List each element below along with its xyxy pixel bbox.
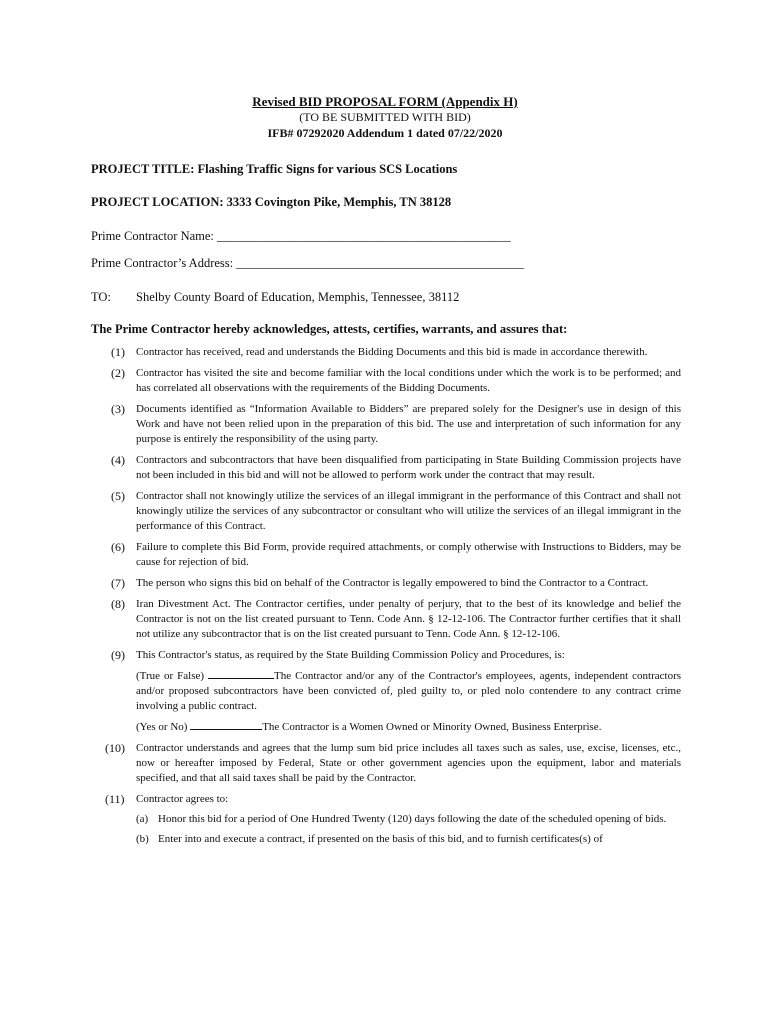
project-location: PROJECT LOCATION: 3333 Covington Pike, Memphis, TN 38128 — [91, 195, 452, 209]
list-item — [91, 345, 681, 360]
sub-item-text: Enter into and execute a contract, if presented on the basis of this bid, and to furnish certificates(s) of — [158, 833, 603, 845]
item-number: (4) — [111, 453, 125, 467]
item-text: Contractor has visited the site and become familiar with the local conditions under which the work is to be performed; and has correlated all observations with the requirements of the Bidding Documents. — [136, 367, 681, 394]
form-header — [0, 94, 770, 141]
project-title: PROJECT TITLE: Flashing Traffic Signs for various SCS Locations — [91, 162, 458, 176]
list-item — [91, 792, 681, 847]
item-text: Contractor understands and agrees that the lump sum bid price includes all taxes such as sales, use, excise, licenses, etc., now or hereafter imposed by Federal, State or other government agencies upon the equipment, labor and materials specified, and that all said taxes shall be paid by the Contractor. — [136, 742, 681, 784]
item-text: This Contractor's status, as required by the State Building Commission Policy and Procedures, is: — [136, 649, 565, 661]
yes-no-label: (Yes or No) — [136, 721, 188, 733]
sub-item-text: Honor this bid for a period of One Hundred Twenty (120) days following the date of the scheduled opening of bids. — [158, 813, 667, 825]
prime-contractor-address-field[interactable]: Prime Contractor’s Address: ______________________________________________ — [91, 256, 524, 270]
item-text: Contractor agrees to: — [136, 793, 229, 805]
true-false-label: (True or False) — [136, 670, 205, 682]
item-text: Contractors and subcontractors that have been disqualified from participating in State Building Commission projects have not been included in this bid and will not be allowed to perform work under the contract that may result. — [136, 454, 681, 481]
sub-list-item — [136, 812, 681, 827]
ifb-number: IFB# 07292020 Addendum 1 dated 07/22/2020 — [267, 126, 503, 140]
item-number: (9) — [111, 648, 125, 662]
item-number: (1) — [111, 345, 125, 359]
item-number: (3) — [111, 402, 125, 416]
item-number: (5) — [111, 489, 125, 503]
sub-item-letter: (b) — [136, 833, 149, 845]
yes-no-blank[interactable] — [190, 718, 262, 730]
to-recipient: Shelby County Board of Education, Memphis, Tennessee, 38112 — [136, 290, 460, 304]
yes-no-clause — [136, 718, 681, 735]
item-number: (10) — [105, 741, 125, 755]
list-item — [91, 453, 681, 483]
list-item — [91, 741, 681, 786]
true-false-text: The Contractor and/or any of the Contractor's employees, agents, independent contractors and/or proposed subcontractors have been convicted of, pled guilty to, or pled nolo contendere to any contract crime involving a public contract. — [136, 670, 682, 712]
item-text: Contractor has received, read and understands the Bidding Documents and this bid is made in accordance therewith. — [136, 346, 648, 358]
certification-list — [91, 345, 681, 853]
intro-statement: The Prime Contractor hereby acknowledges, attests, certifies, warrants, and assures that: — [91, 322, 568, 336]
list-item — [91, 489, 681, 534]
item-number: (8) — [111, 597, 125, 611]
yes-no-text: The Contractor is a Women Owned or Minority Owned, Business Enterprise. — [262, 721, 602, 733]
to-label: TO: — [91, 290, 111, 304]
form-title: Revised BID PROPOSAL FORM (Appendix H) — [252, 94, 518, 109]
item-text: Failure to complete this Bid Form, provide required attachments, or comply otherwise with Instructions to Bidders, may be cause for rejection of bid. — [136, 541, 681, 568]
prime-contractor-name-field[interactable]: Prime Contractor Name: _______________________________________________ — [91, 229, 511, 243]
item-text: Iran Divestment Act. The Contractor certifies, under penalty of perjury, that to the best of its knowledge and belief the Contractor is not on the list created pursuant to Tenn. Code Ann. § 12-12-106. The Contractor further certifies that it shall not utilize any subcontractor that is on the list created pursuant to Tenn. Code Ann. § 12-12-106. — [136, 598, 681, 640]
item-text: Documents identified as “Information Available to Bidders” are prepared solely for the Designer's use in design of this Work and have not been relied upon in the preparation of this bid. The use and interpretation of such information for any purpose is entirely the responsibility of the using party. — [136, 403, 681, 445]
list-item — [91, 366, 681, 396]
item-text: Contractor shall not knowingly utilize the services of an illegal immigrant in the performance of this Contract and shall not knowingly utilize the services of any subcontractor or consultant who will utilize the services of an illegal immigrant in the performance of this Contract. — [136, 490, 681, 532]
item-text: The person who signs this bid on behalf of the Contractor is legally empowered to bind the Contractor to a Contract. — [136, 577, 649, 589]
list-item — [91, 597, 681, 642]
list-item — [91, 402, 681, 447]
list-item — [91, 576, 681, 591]
sub-item-letter: (a) — [136, 813, 149, 825]
list-item — [91, 540, 681, 570]
sub-list-item — [136, 832, 681, 847]
list-item — [91, 648, 681, 735]
item-number: (11) — [105, 792, 125, 806]
item-number: (6) — [111, 540, 125, 554]
form-subtitle: (TO BE SUBMITTED WITH BID) — [299, 110, 471, 124]
true-false-clause — [136, 667, 681, 714]
true-false-blank[interactable] — [208, 667, 274, 679]
item-number: (2) — [111, 366, 125, 380]
item-number: (7) — [111, 576, 125, 590]
